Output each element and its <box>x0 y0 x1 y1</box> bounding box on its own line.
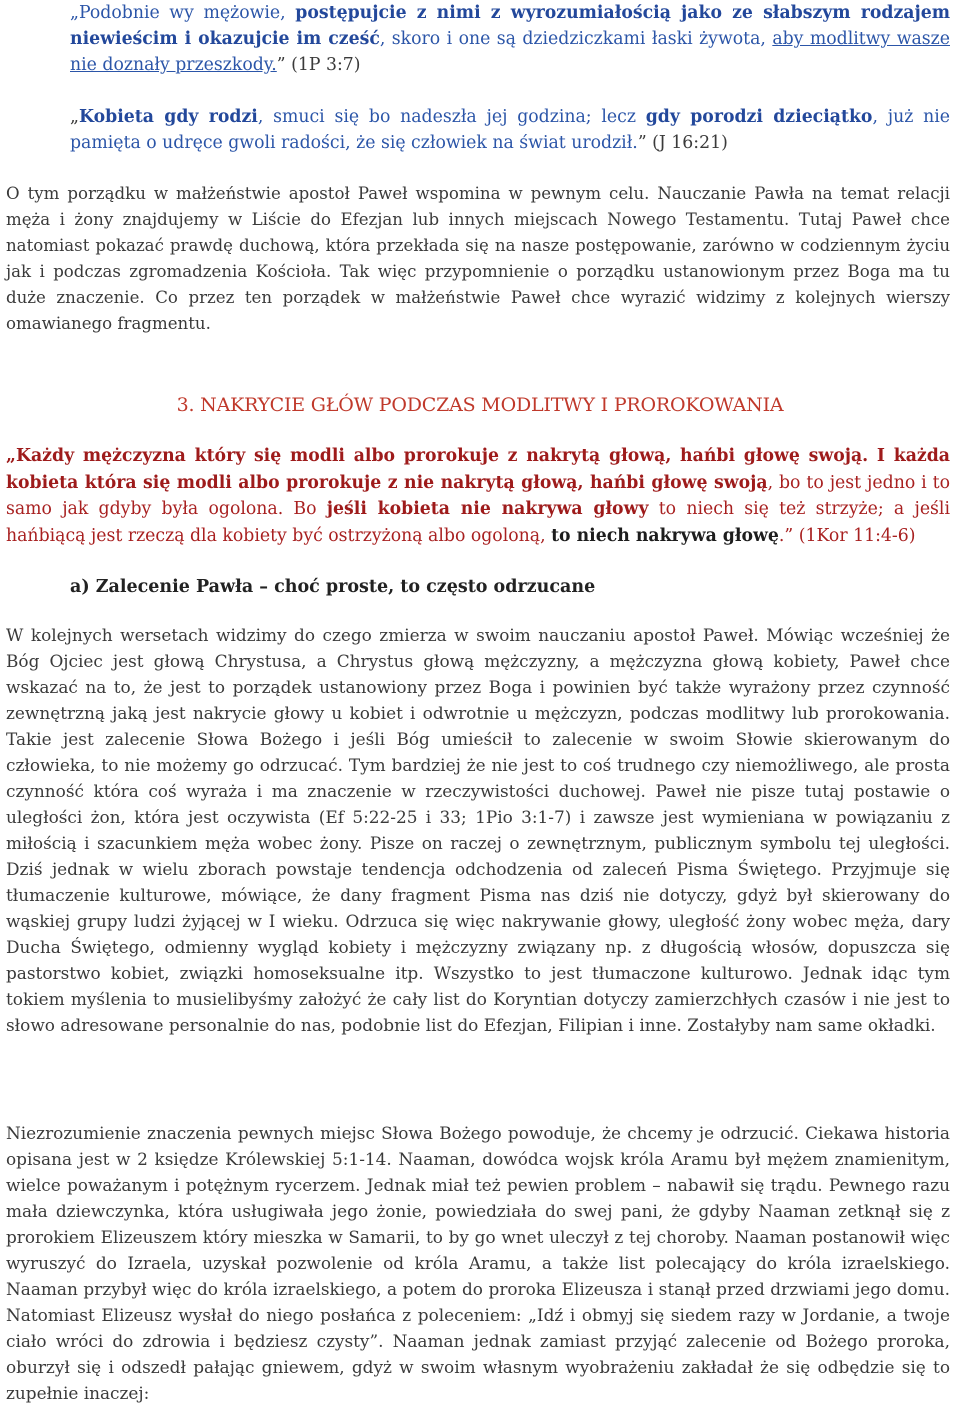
body-paragraph-3: Niezrozumienie znaczenia pewnych miejsc Słowa Bożego powoduje, że chcemy je odrzucić. Ciekawa historia opisana jest w 2 księdze Królewskiej 5:1-14. Naaman, dowódca wojsk króla Aramu był mężem znamienitym, wielce poważanym i potężnym rycerzem. Jednak miał też pewien problem – nabawił się trądu. Pewnego razu mała dziewczynka, która usługiwała jego żonie, powiedziała do swej pani, że gdyby Naaman zetknął się z prorokiem Elizeuszem który mieszka w Samarii, to by go wnet uleczył z tej choroby. Naaman postanowił więc wyruszyć do Izraela, uzyskał pozwolenie od króla Aramu, a także list polecający do króla izraelskiego. Naaman przybył więc do króla izraelskiego, a potem do proroka Elizeusza i stanął przed drzwiami jego domu. Natomiast Elizeusz wysłał do niego posłańca z poleceniem: „Idź i obmyj się siedem razy w Jordanie, a twoje ciało wróci do zdrowia i będziesz czysty”. Naaman jednak zamiast przyjąć zalecenie od Bożego proroka, oburzył się i odszedł pałając gniewem, gdyż w swoim własnym wyobrażeniu zakładał że się odbędzie się to zupełnie inaczej: <box>6 1123 950 1403</box>
quote-emphasis: Każdy mężczyzna który się modli albo prorokuje z nakrytą głową, hańbi głowę swoją. I każda kobieta która się modli albo prorokuje z nie nakrytą głową, hańbi głowę swoją <box>6 446 950 493</box>
bible-quote-corinthians <box>6 443 950 549</box>
quote-text: , skoro i one są dziedziczkami łaski żywota, <box>379 29 773 49</box>
quote-reference: ” (1P 3:7) <box>276 55 361 75</box>
quote-open: „ <box>70 3 79 23</box>
quote-emphasis: jeśli kobieta nie nakrywa głowy <box>326 499 649 519</box>
quote-emphasis: gdy porodzi dzieciątko <box>645 107 873 127</box>
quote-emphasis: postępujcie z nimi z wyrozumiałością jako ze słabszym rodzajem niewieścim i okazujcie im cześć <box>70 3 950 49</box>
quote-text: , smuci się bo nadeszła jej godzina; lecz <box>257 107 646 127</box>
bible-quote-1peter <box>70 0 950 78</box>
quote-underlined: aby modlitwy wasze nie doznały przeszkody. <box>70 29 950 75</box>
quote-emphasis: to niech nakrywa głowę <box>551 525 779 546</box>
quote-open: „ <box>70 107 79 127</box>
section-title: 3. NAKRYCIE GŁÓW PODCZAS MODLITWY I PROROKOWANIA <box>176 394 784 416</box>
quote-reference: ” (J 16:21) <box>637 133 728 153</box>
quote-text: Podobnie wy mężowie, <box>78 3 296 23</box>
quote-open: „ <box>6 446 16 466</box>
subsection-heading: a) Zalecenie Pawła – choć proste, to często odrzucane <box>70 577 596 597</box>
bible-quote-john <box>70 104 950 156</box>
quote-text: to niech się też strzyże; a jeśli hańbiącą jest rzeczą dla kobiety być ostrzyżoną albo ogoloną, <box>6 499 950 546</box>
quote-text: , bo to jest jedno i to samo jak gdyby była ogolona. Bo <box>6 472 950 519</box>
quote-text: , już nie pamięta o udręce gwoli radości, że się człowiek na świat urodził. <box>70 107 950 153</box>
quote-emphasis: Kobieta gdy rodzi <box>78 107 258 127</box>
quote-reference: .” (1Kor 11:4-6) <box>778 525 916 546</box>
body-paragraph-1: O tym porządku w małżeństwie apostoł Paweł wspomina w pewnym celu. Nauczanie Pawła na temat relacji męża i żony znajdujemy w Liście do Efezjan lub innych miejscach Nowego Testamentu. Tutaj Paweł chce natomiast pokazać prawdę duchową, która przekłada się na nasze postępowanie, zarówno w codziennym życiu jak i podczas zgromadzenia Kościoła. Tak więc przypomnienie o porządku ustanowionym przez Boga ma tu duże znaczenie. Co przez ten porządek w małżeństwie Paweł chce wyrazić widzimy z kolejnych wierszy omawianego fragmentu. <box>6 184 950 333</box>
body-paragraph-2: W kolejnych wersetach widzimy do czego zmierza w swoim nauczaniu apostoł Paweł. Mówiąc wcześniej że Bóg Ojciec jest głową Chrystusa, a Chrystus głową mężczyzny, a mężczyzna głową kobiety, Paweł chce wskazać na to, że jest to porządek ustanowiony przez Boga i powinien być także wyrażony przez czynność zewnętrzną jaką jest nakrycie głowy u kobiet i odwrotnie u mężczyzn, podczas modlitwy lub prorokowania. Takie jest zalecenie Słowa Bożego i jeśli Bóg umieścił to zalecenie w swoim Słowie skierowanym do człowieka, to nie możemy go odrzucać. Tym bardziej że nie jest to coś trudnego czy niemożliwego, ale prosta czynność która coś wyraża i ma znaczenie w rzeczywistości duchowej. Paweł nie pisze tutaj postawie o uległości żon, która jest oczywista (Ef 5:22-25 i 33; 1Pio 3:1-7) i zawsze jest wymieniana w powiązaniu z miłością i szacunkiem męża wobec żony. Pisze on raczej o zewnętrznym, publicznym symbolu tej uległości. Dziś jednak w wielu zborach powstaje tendencja odchodzenia od zaleceń Pisma Świętego. Przyjmuje się tłumaczenie kulturowe, mówiące, że dany fragment Pisma nas dziś nie dotyczy, gdyż był skierowany do wąskiej grupy ludzi żyjącej w I wieku. Odrzuca się więc nakrywanie głowy, uległość żony wobec męża, dary Ducha Świętego, odmienny wygląd kobiety i mężczyzny związany np. z długością włosów, dopuszcza się pastorstwo kobiet, związki homoseksualne itp. Wszystko to jest tłumaczone kulturowo. Jednak idąc tym tokiem myślenia to musielibyśmy założyć że cały list do Koryntian dotyczy zamierzchłych czasów i nie jest to słowo adresowane personalnie do nas, podobnie list do Efezjan, Filipian i inne. Zostałyby nam same okładki. <box>6 625 950 1035</box>
